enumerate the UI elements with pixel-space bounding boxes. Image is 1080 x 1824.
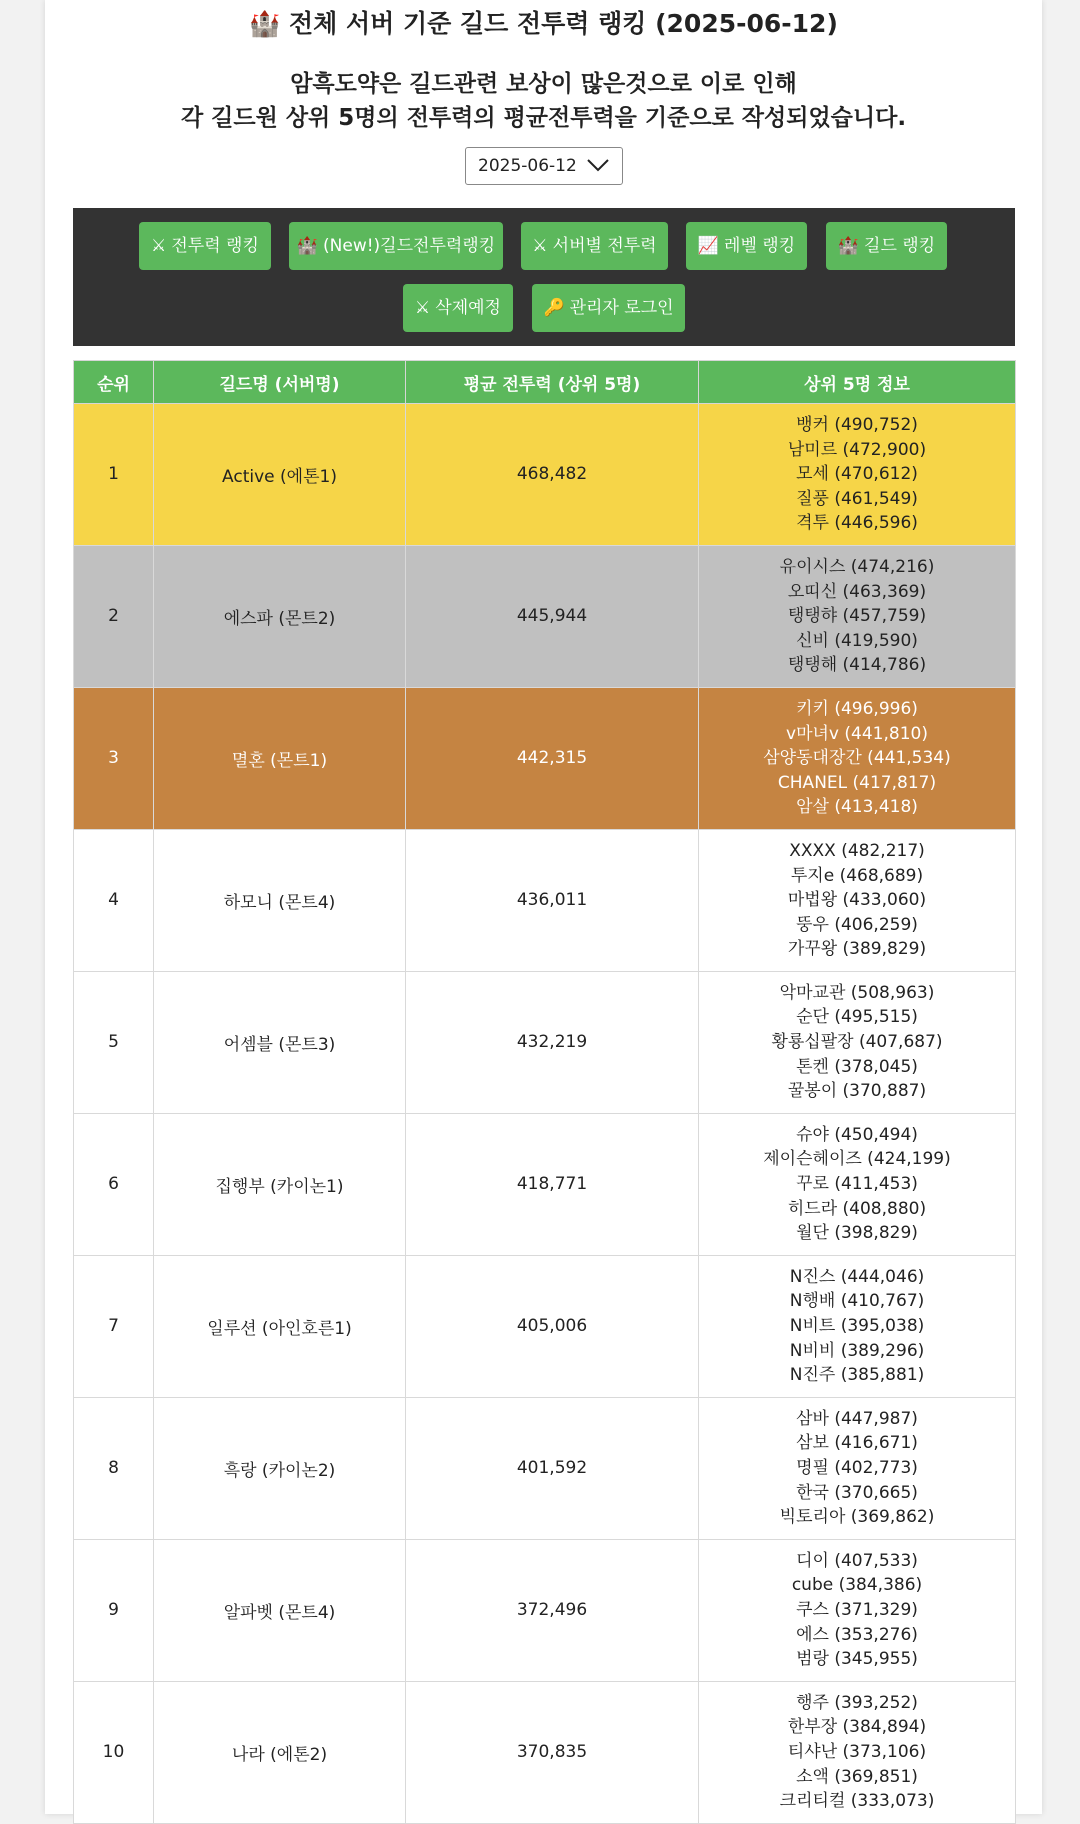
button-label: 관리자 로그인 bbox=[569, 298, 674, 318]
guild-name-cell: 알파벳 (몬트4) bbox=[154, 1539, 406, 1681]
guild-name-cell: 에스파 (몬트2) bbox=[154, 545, 406, 687]
table-row bbox=[74, 404, 1016, 546]
notice-line-1: 암흑도약은 길드관련 보상이 많은것으로 이로 인해 bbox=[290, 71, 797, 97]
button-label: 길드 랭킹 bbox=[864, 236, 936, 256]
guild-name-cell: 집행부 (카이논1) bbox=[154, 1113, 406, 1255]
top5-members-cell bbox=[699, 1681, 1016, 1823]
member-entry: 남미르 (472,900) bbox=[787, 439, 927, 460]
rank-cell: 2 bbox=[74, 545, 154, 687]
guild-ranking-table bbox=[73, 360, 1016, 1824]
top5-members-cell bbox=[699, 545, 1016, 687]
level-ranking-button[interactable] bbox=[686, 222, 807, 270]
admin-login-button[interactable] bbox=[532, 284, 685, 332]
column-header-avg-power: 평균 전투력 (상위 5명) bbox=[406, 361, 699, 404]
guild-name-cell: 하모니 (몬트4) bbox=[154, 829, 406, 971]
table-body bbox=[74, 404, 1016, 1824]
button-label: (New!)길드전투력랭킹 bbox=[323, 236, 496, 256]
top5-members-cell bbox=[699, 1255, 1016, 1397]
avg-power-cell: 370,835 bbox=[406, 1681, 699, 1823]
table-row bbox=[74, 545, 1016, 687]
member-entry: 티샤난 (373,106) bbox=[787, 1741, 927, 1762]
member-entry: 빅토리아 (369,862) bbox=[779, 1507, 935, 1528]
top5-members-cell bbox=[699, 1397, 1016, 1539]
member-entry: 뱅커 (490,752) bbox=[796, 415, 918, 435]
member-entry: 순단 (495,515) bbox=[796, 1007, 918, 1028]
member-entry: 에스 (353,276) bbox=[796, 1624, 918, 1645]
member-entry: cube (384,386) bbox=[791, 1575, 923, 1596]
guild-name-cell: 나라 (에톤2) bbox=[154, 1681, 406, 1823]
top5-members-cell bbox=[699, 1113, 1016, 1255]
rank-cell: 9 bbox=[74, 1539, 154, 1681]
scheduled-deletion-button[interactable] bbox=[403, 284, 513, 332]
rank-cell: 7 bbox=[74, 1255, 154, 1397]
chart-icon: 📈 bbox=[697, 236, 720, 256]
top5-members-cell bbox=[699, 404, 1016, 546]
table-row bbox=[74, 971, 1016, 1113]
member-entry: N행배 (410,767) bbox=[789, 1291, 925, 1312]
avg-power-cell: 418,771 bbox=[406, 1113, 699, 1255]
guild-name-cell: 어셈블 (몬트3) bbox=[154, 971, 406, 1113]
member-entry: N비트 (395,038) bbox=[789, 1316, 925, 1336]
column-header-rank: 순위 bbox=[74, 361, 154, 404]
table-row bbox=[74, 1681, 1016, 1823]
notice-line-2: 각 길드원 상위 5명의 전투력의 평균전투력을 기준으로 작성되었습니다. bbox=[180, 105, 907, 131]
top5-members-cell bbox=[699, 687, 1016, 829]
member-entry: 가꾸왕 (389,829) bbox=[787, 939, 927, 960]
member-entry: 명필 (402,773) bbox=[796, 1457, 918, 1478]
table-row bbox=[74, 1255, 1016, 1397]
member-entry: 삼보 (416,671) bbox=[796, 1433, 918, 1454]
member-entry: 삼바 (447,987) bbox=[796, 1408, 918, 1429]
guild-combat-ranking-button[interactable] bbox=[289, 222, 503, 270]
member-entry: 악마교관 (508,963) bbox=[779, 982, 935, 1003]
table-row bbox=[74, 1113, 1016, 1255]
member-entry: 크리티컬 (333,073) bbox=[779, 1791, 935, 1812]
member-entry: 디이 (407,533) bbox=[796, 1550, 918, 1571]
avg-power-cell: 372,496 bbox=[406, 1539, 699, 1681]
member-entry: 소액 (369,851) bbox=[796, 1766, 918, 1787]
guild-name-cell: 멸혼 (몬트1) bbox=[154, 687, 406, 829]
rank-cell: 5 bbox=[74, 971, 154, 1113]
avg-power-cell: 436,011 bbox=[406, 829, 699, 971]
member-entry: 꾸로 (411,453) bbox=[796, 1174, 918, 1195]
page bbox=[45, 0, 1042, 1814]
member-entry: 마법왕 (433,060) bbox=[787, 890, 927, 911]
member-entry: 쿠스 (371,329) bbox=[796, 1599, 918, 1620]
member-entry: 탱탱햐 (457,759) bbox=[787, 606, 927, 627]
member-entry: 한국 (370,665) bbox=[796, 1482, 918, 1503]
combat-power-ranking-button[interactable] bbox=[139, 222, 271, 270]
member-entry: 뚱우 (406,259) bbox=[796, 914, 918, 935]
member-entry: N비비 (389,296) bbox=[789, 1340, 925, 1361]
crossed-swords-icon: ⚔ bbox=[532, 236, 548, 256]
nav-bar bbox=[73, 208, 1015, 346]
avg-power-cell: 445,944 bbox=[406, 545, 699, 687]
button-label: 레벨 랭킹 bbox=[724, 236, 796, 256]
member-entry: 격투 (446,596) bbox=[796, 513, 918, 534]
avg-power-cell: 401,592 bbox=[406, 1397, 699, 1539]
member-entry: 슈야 (450,494) bbox=[796, 1124, 918, 1145]
avg-power-cell: 432,219 bbox=[406, 971, 699, 1113]
avg-power-cell: 405,006 bbox=[406, 1255, 699, 1397]
member-entry: 행주 (393,252) bbox=[796, 1692, 918, 1713]
guild-name-cell: 흑랑 (카이논2) bbox=[154, 1397, 406, 1539]
member-entry: 제이슨헤이즈 (424,199) bbox=[763, 1149, 951, 1170]
member-entry: 키키 (496,996) bbox=[796, 698, 918, 719]
member-entry: N진스 (444,046) bbox=[789, 1266, 925, 1287]
rank-cell: 6 bbox=[74, 1113, 154, 1255]
crossed-swords-icon: ⚔ bbox=[415, 298, 431, 318]
guild-name-cell: 일루션 (아인호른1) bbox=[154, 1255, 406, 1397]
button-label: 삭제예정 bbox=[435, 298, 501, 318]
member-entry: 질풍 (461,549) bbox=[796, 488, 918, 509]
rank-cell: 4 bbox=[74, 829, 154, 971]
member-entry: XXXX (482,217) bbox=[789, 840, 925, 861]
avg-power-cell: 468,482 bbox=[406, 404, 699, 546]
member-entry: 꿀봉이 (370,887) bbox=[787, 1081, 927, 1102]
top5-members-cell bbox=[699, 829, 1016, 971]
member-entry: CHANEL (417,817) bbox=[777, 772, 937, 793]
member-entry: 톤켄 (378,045) bbox=[796, 1056, 918, 1077]
member-entry: 모세 (470,612) bbox=[796, 464, 918, 485]
rank-cell: 3 bbox=[74, 687, 154, 829]
page-title: 🏰 전체 서버 기준 길드 전투력 랭킹 (2025-06-12) bbox=[249, 9, 838, 38]
guild-ranking-button[interactable] bbox=[826, 222, 947, 270]
date-select-value: 2025-06-12 bbox=[478, 156, 577, 176]
member-entry: 한부장 (384,894) bbox=[787, 1717, 927, 1738]
button-label: 전투력 랭킹 bbox=[171, 236, 259, 256]
castle-icon: 🏰 bbox=[837, 236, 860, 256]
member-entry: 투지e (468,689) bbox=[790, 865, 924, 886]
castle-icon: 🏰 bbox=[296, 236, 319, 256]
member-entry: 오띠신 (463,369) bbox=[787, 581, 927, 602]
member-entry: 유이시스 (474,216) bbox=[779, 556, 935, 577]
rank-cell: 8 bbox=[74, 1397, 154, 1539]
member-entry: N진주 (385,881) bbox=[789, 1365, 925, 1386]
rank-cell: 1 bbox=[74, 404, 154, 546]
date-select[interactable] bbox=[465, 147, 623, 185]
top5-members-cell bbox=[699, 1539, 1016, 1681]
top5-members-cell bbox=[699, 971, 1016, 1113]
member-entry: 암살 (413,418) bbox=[796, 797, 918, 818]
server-combat-button[interactable] bbox=[521, 222, 668, 270]
table-row bbox=[74, 1397, 1016, 1539]
table-row bbox=[74, 1539, 1016, 1681]
button-label: 서버별 전투력 bbox=[552, 236, 657, 256]
member-entry: 삼양동대장간 (441,534) bbox=[763, 748, 951, 769]
table-row bbox=[74, 829, 1016, 971]
table-row bbox=[74, 687, 1016, 829]
member-entry: 탱탱해 (414,786) bbox=[787, 655, 927, 676]
key-icon: 🔑 bbox=[543, 298, 565, 318]
avg-power-cell: 442,315 bbox=[406, 687, 699, 829]
column-header-guild: 길드명 (서버명) bbox=[154, 361, 406, 404]
guild-name-cell: Active (에톤1) bbox=[154, 404, 406, 546]
table-header-row bbox=[74, 361, 1016, 404]
notice-text bbox=[45, 67, 1042, 135]
member-entry: 범랑 (345,955) bbox=[796, 1649, 918, 1670]
rank-cell: 10 bbox=[74, 1681, 154, 1823]
member-entry: 황룡십팔장 (407,687) bbox=[771, 1032, 943, 1053]
member-entry: 신비 (419,590) bbox=[796, 630, 918, 651]
member-entry: 월단 (398,829) bbox=[796, 1223, 918, 1244]
chevron-down-icon bbox=[587, 158, 609, 172]
member-entry: 히드라 (408,880) bbox=[787, 1198, 927, 1219]
column-header-top5: 상위 5명 정보 bbox=[699, 361, 1016, 404]
crossed-swords-icon: ⚔ bbox=[151, 236, 167, 256]
member-entry: v마녀v (441,810) bbox=[786, 723, 928, 744]
